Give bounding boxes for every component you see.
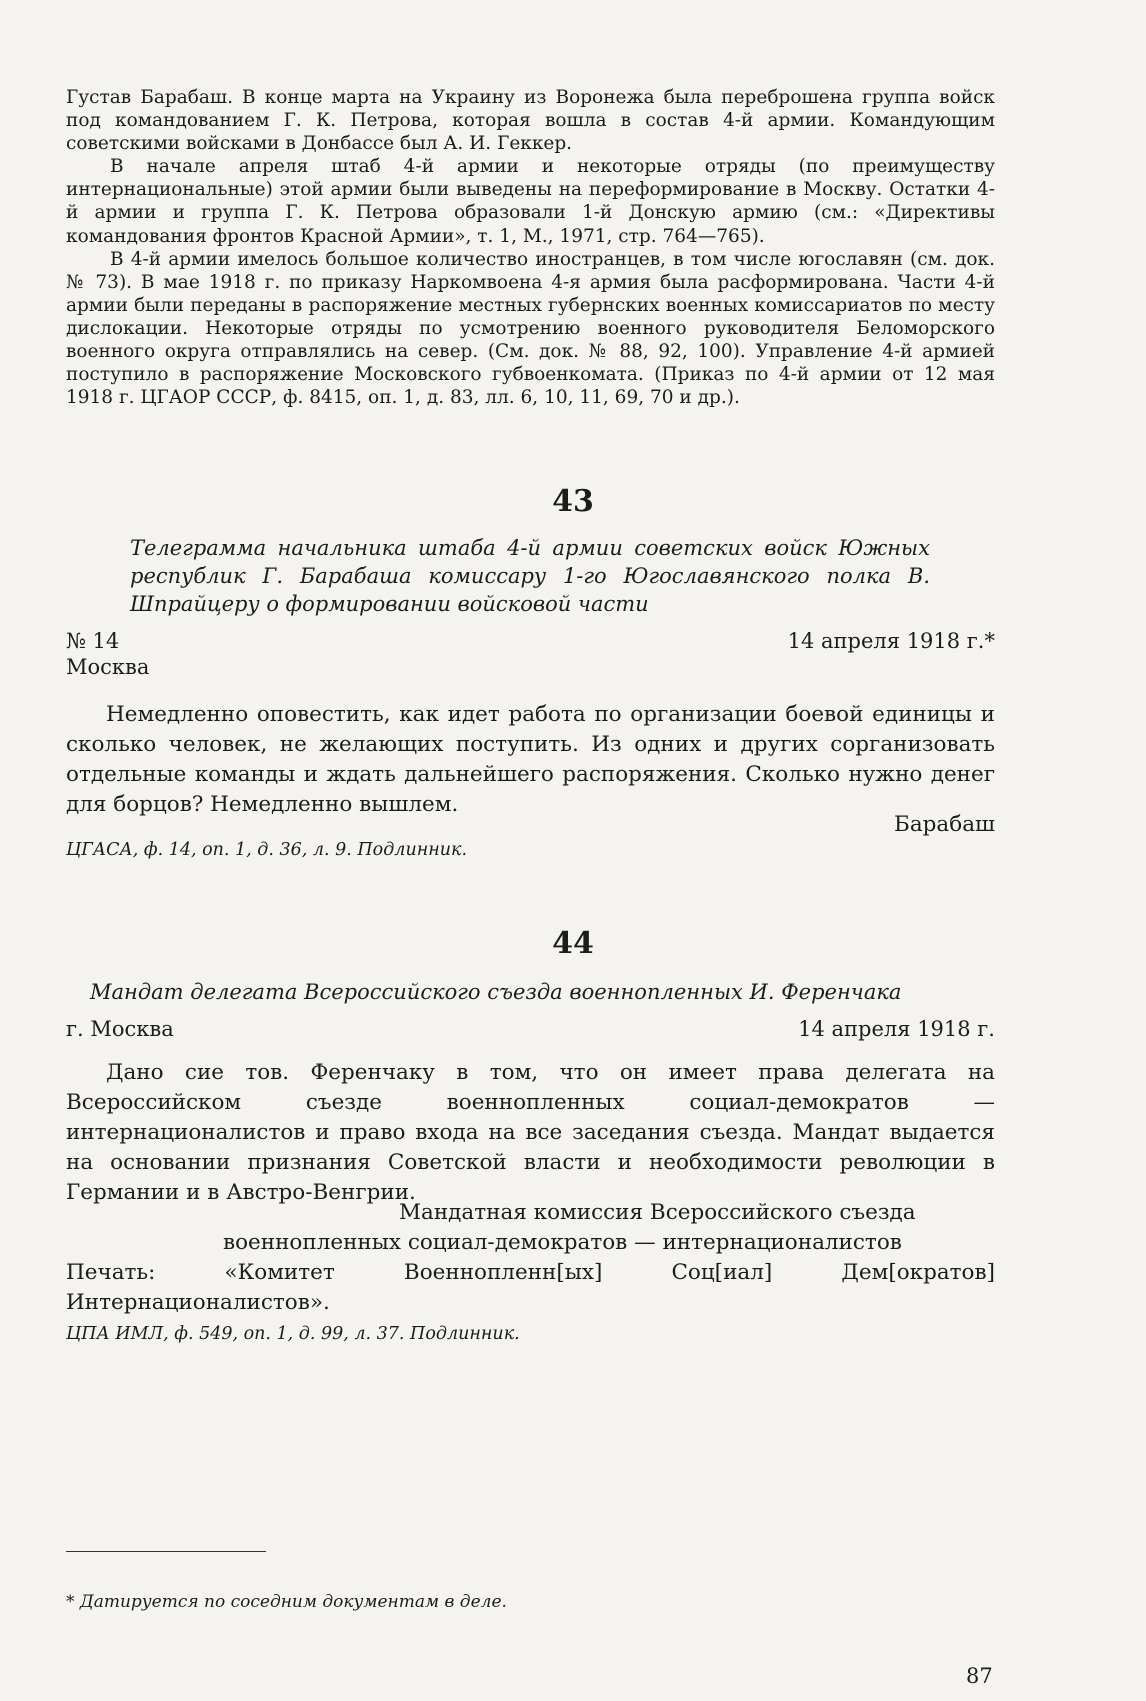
doc44-body — [66, 1058, 995, 1208]
note-paragraph-1: Густав Барабаш. В конце марта на Украину из Воронежа была переброшена группа войск под командованием Г. К. Петрова, которая вошла в состав 4-й армии. Командующим советскими войсками в Донбассе был А. И. Геккер. — [66, 87, 995, 155]
doc44-archive-ref: ЦПА ИМЛ, ф. 549, оп. 1, д. 99, л. 37. Подлинник. — [66, 1324, 520, 1344]
doc44-header — [66, 1016, 995, 1042]
doc44-title: Мандат делегата Всероссийского съезда военнопленных И. Ференчака — [90, 980, 902, 1004]
doc43-place: Москва — [66, 655, 150, 679]
doc43-title: Телеграмма начальника штаба 4-й армии советских войск Южных республик Г. Барабаша комиссару 1-го Югославянского полка В. Шпрайцеру о формировании войсковой части — [130, 536, 930, 616]
doc43-archive-ref: ЦГАСА, ф. 14, оп. 1, д. 36, л. 9. Подлинник. — [66, 840, 468, 860]
doc43-ref-number: № 14 — [66, 629, 120, 653]
footnote-divider — [66, 1551, 266, 1552]
doc44-place: г. Москва — [66, 1017, 174, 1041]
doc43-header — [66, 628, 995, 654]
doc44-body-text: Дано сие тов. Ференчаку в том, что он имеет права делегата на Всероссийском съезде военнопленных социал-демократов — интернационалистов и право входа на все заседания съезда. Мандат выдается на основании признания Советской власти и необходимости революции в Германии и в Австро-Венгрии. — [66, 1060, 995, 1205]
doc44-commission-line2: военнопленных социал-демократов — интернационалистов — [223, 1230, 902, 1255]
doc44-date: 14 апреля 1918 г. — [798, 1017, 995, 1041]
doc43-number: 43 — [552, 484, 594, 519]
doc44-number: 44 — [552, 926, 594, 961]
note-paragraph-3: В 4-й армии имелось большое количество иностранцев, в том числе югославян (см. док. № 73). В мае 1918 г. по приказу Наркомвоена 4-я армия была расформирована. Части 4-й армии были переданы в распоряжение местных губернских военных комиссариатов по месту дислокации. Некоторые отряды по усмотрению военного руководителя Беломорского военного округа отправлялись на север. (См. док. № 88, 92, 100). Управление 4-й армией поступило в распоряжение Московского губвоенкомата. (Приказ по 4-й армии от 12 мая 1918 г. ЦГАОР СССР, ф. 8415, оп. 1, д. 83, лл. 6, 10, 11, 69, 70 и др.). — [66, 248, 995, 409]
note-paragraph-2: В начале апреля штаб 4-й армии и некоторые отряды (по преимуществу интернациональные) этой армии были выведены на переформирование в Москву. Остатки 4-й армии и группа Г. К. Петрова образовали 1-й Донскую армию (см.: «Директивы командования фронтов Красной Армии», т. 1, М., 1971, стр. 764—765). — [66, 156, 995, 247]
notes-block — [66, 86, 995, 409]
doc44-commission — [66, 1198, 995, 1258]
doc43-date: 14 апреля 1918 г.* — [787, 629, 995, 653]
doc43-body — [66, 700, 995, 820]
doc43-body-text: Немедленно оповестить, как идет работа по организации боевой единицы и сколько человек, не желающих поступить. Из одних и других сорганизовать отдельные команды и ждать дальнейшего распоряжения. Сколько нужно денег для борцов? Немедленно вышлем. — [66, 702, 995, 817]
doc43-signature: Барабаш — [894, 812, 995, 837]
doc44-commission-line1: Мандатная комиссия Всероссийского съезда — [399, 1200, 916, 1225]
doc44-stamp: Печать: «Комитет Военнопленн[ых] Соц[иал] Дем[ократов] Интернационалистов». — [66, 1260, 995, 1315]
footnote: * Датируется по соседним документам в деле. — [66, 1592, 507, 1612]
page-number: 87 — [966, 1664, 993, 1688]
